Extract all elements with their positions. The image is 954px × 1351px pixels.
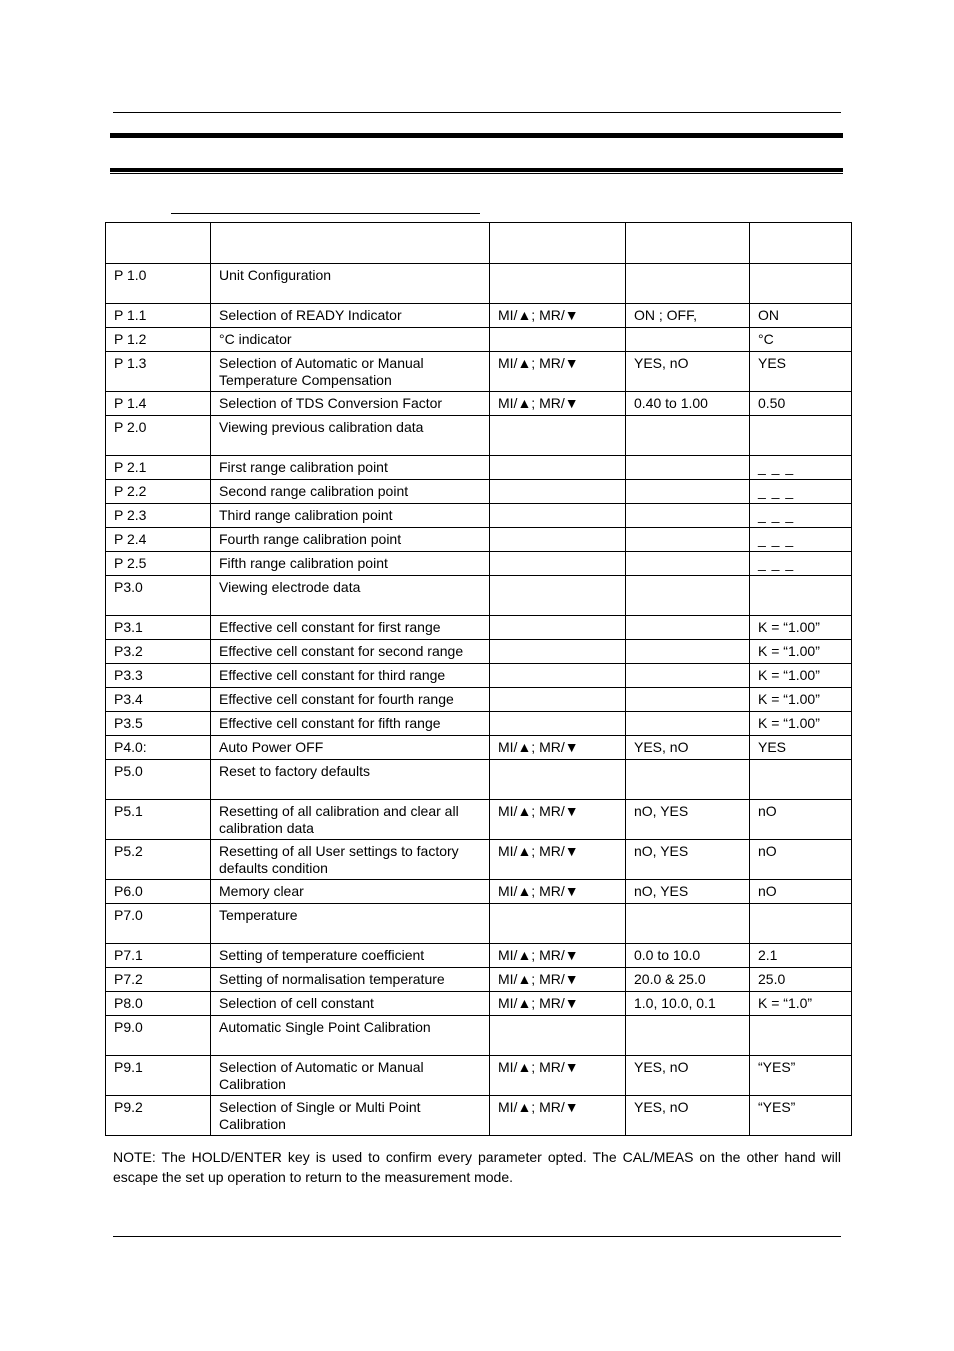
param-description: Selection of cell constant [211,992,490,1016]
param-code: P7.1 [106,944,211,968]
param-options [626,416,750,456]
table-row [106,688,852,712]
param-default: “YES” [750,1096,852,1136]
param-options: 20.0 & 25.0 [626,968,750,992]
param-code: P9.1 [106,1056,211,1096]
param-options [626,664,750,688]
param-default: YES [750,736,852,760]
table-row [106,664,852,688]
param-options [626,688,750,712]
param-default [750,264,852,304]
param-keys: MI/▲; MR/▼ [490,1096,626,1136]
table-row [106,992,852,1016]
param-code: P5.1 [106,800,211,840]
param-description: Auto Power OFF [211,736,490,760]
footnote: NOTE: The HOLD/ENTER key is used to confirm every parameter opted. The CAL/MEAS on the other hand will escape the set up operation to return to the measurement mode. [113,1149,841,1185]
section-heading-underline [171,213,480,214]
param-code: P8.0 [106,992,211,1016]
param-keys [490,640,626,664]
param-code: P4.0: [106,736,211,760]
param-code: P6.0 [106,880,211,904]
table-row [106,416,852,456]
param-description: Reset to factory defaults [211,760,490,800]
param-options: YES, nO [626,736,750,760]
param-description: Temperature [211,904,490,944]
table-row [106,504,852,528]
param-keys [490,528,626,552]
param-options: 0.40 to 1.00 [626,392,750,416]
param-keys [490,480,626,504]
table-row [106,616,852,640]
param-description: Setting of normalisation temperature [211,968,490,992]
param-description: Selection of Single or Multi Point Calibration [211,1096,490,1136]
param-code: P 2.5 [106,552,211,576]
param-keys: MI/▲; MR/▼ [490,736,626,760]
param-description: Second range calibration point [211,480,490,504]
header-cell [106,223,211,264]
param-keys [490,504,626,528]
param-options [626,552,750,576]
table-row [106,528,852,552]
param-keys [490,416,626,456]
param-default: nO [750,880,852,904]
param-description: °C indicator [211,328,490,352]
table-row [106,552,852,576]
table-row [106,840,852,880]
param-default: K = “1.0” [750,992,852,1016]
param-default: nO [750,840,852,880]
param-default: K = “1.00” [750,664,852,688]
param-description: Selection of READY Indicator [211,304,490,328]
param-options [626,504,750,528]
param-code: P3.5 [106,712,211,736]
param-description: First range calibration point [211,456,490,480]
param-keys [490,760,626,800]
table-header-row [106,223,852,264]
param-description: Viewing electrode data [211,576,490,616]
param-keys: MI/▲; MR/▼ [490,840,626,880]
title-rule-bottom [110,168,843,174]
param-code: P 2.4 [106,528,211,552]
title-rule-top [110,133,843,138]
param-default: nO [750,800,852,840]
param-options [626,264,750,304]
param-options [626,904,750,944]
param-options [626,576,750,616]
table-row [106,640,852,664]
param-code: P 1.4 [106,392,211,416]
table-row [106,880,852,904]
table-row [106,352,852,392]
param-default: K = “1.00” [750,616,852,640]
param-code: P5.0 [106,760,211,800]
param-code: P9.2 [106,1096,211,1136]
param-keys [490,1016,626,1056]
table-row [106,264,852,304]
param-code: P 2.0 [106,416,211,456]
param-description: Fifth range calibration point [211,552,490,576]
param-code: P 2.3 [106,504,211,528]
param-default: 2.1 [750,944,852,968]
param-description: Viewing previous calibration data [211,416,490,456]
table-row [106,1056,852,1096]
parameter-table [105,222,852,1136]
param-code: P9.0 [106,1016,211,1056]
param-options: 1.0, 10.0, 0.1 [626,992,750,1016]
param-description: Selection of Automatic or Manual Calibration [211,1056,490,1096]
table-row [106,736,852,760]
param-default: K = “1.00” [750,688,852,712]
param-default: ON [750,304,852,328]
param-options [626,328,750,352]
param-description: Effective cell constant for second range [211,640,490,664]
param-description: Automatic Single Point Calibration [211,1016,490,1056]
param-default: “YES” [750,1056,852,1096]
param-code: P 2.2 [106,480,211,504]
header-cell [750,223,852,264]
param-code: P 1.1 [106,304,211,328]
param-keys [490,664,626,688]
param-code: P3.3 [106,664,211,688]
param-default [750,576,852,616]
table-row [106,328,852,352]
param-options: YES, nO [626,1096,750,1136]
param-options [626,760,750,800]
param-options [626,456,750,480]
param-keys [490,552,626,576]
param-code: P3.2 [106,640,211,664]
param-default: _ _ _ [750,480,852,504]
param-keys [490,264,626,304]
param-default: _ _ _ [750,456,852,480]
param-options [626,528,750,552]
table-row [106,712,852,736]
param-code: P 1.0 [106,264,211,304]
param-keys [490,616,626,640]
param-default [750,1016,852,1056]
table-row [106,968,852,992]
table-row [106,904,852,944]
param-keys [490,456,626,480]
param-default: 25.0 [750,968,852,992]
param-default: 0.50 [750,392,852,416]
param-options [626,616,750,640]
param-description: Selection of TDS Conversion Factor [211,392,490,416]
param-options: 0.0 to 10.0 [626,944,750,968]
param-description: Unit Configuration [211,264,490,304]
param-description: Setting of temperature coefficient [211,944,490,968]
param-options: ON ; OFF, [626,304,750,328]
param-description: Selection of Automatic or Manual Temperature Compensation [211,352,490,392]
param-options: nO, YES [626,800,750,840]
param-keys: MI/▲; MR/▼ [490,944,626,968]
param-default: _ _ _ [750,504,852,528]
table-row [106,944,852,968]
param-code: P 2.1 [106,456,211,480]
param-keys [490,904,626,944]
param-code: P3.0 [106,576,211,616]
header-cell [211,223,490,264]
param-keys [490,328,626,352]
param-code: P3.1 [106,616,211,640]
param-default [750,416,852,456]
param-options [626,480,750,504]
param-description: Effective cell constant for fifth range [211,712,490,736]
param-description: Effective cell constant for first range [211,616,490,640]
param-description: Resetting of all calibration and clear all calibration data [211,800,490,840]
table-row [106,1096,852,1136]
param-description: Effective cell constant for fourth range [211,688,490,712]
param-code: P7.0 [106,904,211,944]
table-row [106,456,852,480]
param-keys: MI/▲; MR/▼ [490,968,626,992]
table-row [106,576,852,616]
parameter-table-body [106,223,852,1136]
param-options: nO, YES [626,880,750,904]
param-keys: MI/▲; MR/▼ [490,1056,626,1096]
footer-rule [113,1236,841,1237]
param-code: P 1.3 [106,352,211,392]
param-code: P7.2 [106,968,211,992]
param-keys: MI/▲; MR/▼ [490,880,626,904]
param-code: P 1.2 [106,328,211,352]
param-keys: MI/▲; MR/▼ [490,352,626,392]
param-options [626,1016,750,1056]
param-description: Memory clear [211,880,490,904]
param-code: P3.4 [106,688,211,712]
param-keys: MI/▲; MR/▼ [490,800,626,840]
param-default: _ _ _ [750,552,852,576]
param-options: nO, YES [626,840,750,880]
param-default: YES [750,352,852,392]
param-options: YES, nO [626,1056,750,1096]
param-options: YES, nO [626,352,750,392]
param-default: _ _ _ [750,528,852,552]
param-description: Resetting of all User settings to factory defaults condition [211,840,490,880]
param-default: K = “1.00” [750,640,852,664]
param-default [750,904,852,944]
table-row [106,1016,852,1056]
param-keys: MI/▲; MR/▼ [490,304,626,328]
param-options [626,640,750,664]
param-description: Fourth range calibration point [211,528,490,552]
param-code: P5.2 [106,840,211,880]
table-row [106,304,852,328]
table-row [106,800,852,840]
param-default: °C [750,328,852,352]
param-description: Third range calibration point [211,504,490,528]
header-cell [490,223,626,264]
table-row [106,392,852,416]
param-keys [490,712,626,736]
param-options [626,712,750,736]
param-keys [490,576,626,616]
param-default [750,760,852,800]
table-row [106,480,852,504]
param-keys: MI/▲; MR/▼ [490,992,626,1016]
param-description: Effective cell constant for third range [211,664,490,688]
param-keys [490,688,626,712]
header-cell [626,223,750,264]
table-row [106,760,852,800]
header-rule [113,112,841,113]
param-default: K = “1.00” [750,712,852,736]
param-keys: MI/▲; MR/▼ [490,392,626,416]
